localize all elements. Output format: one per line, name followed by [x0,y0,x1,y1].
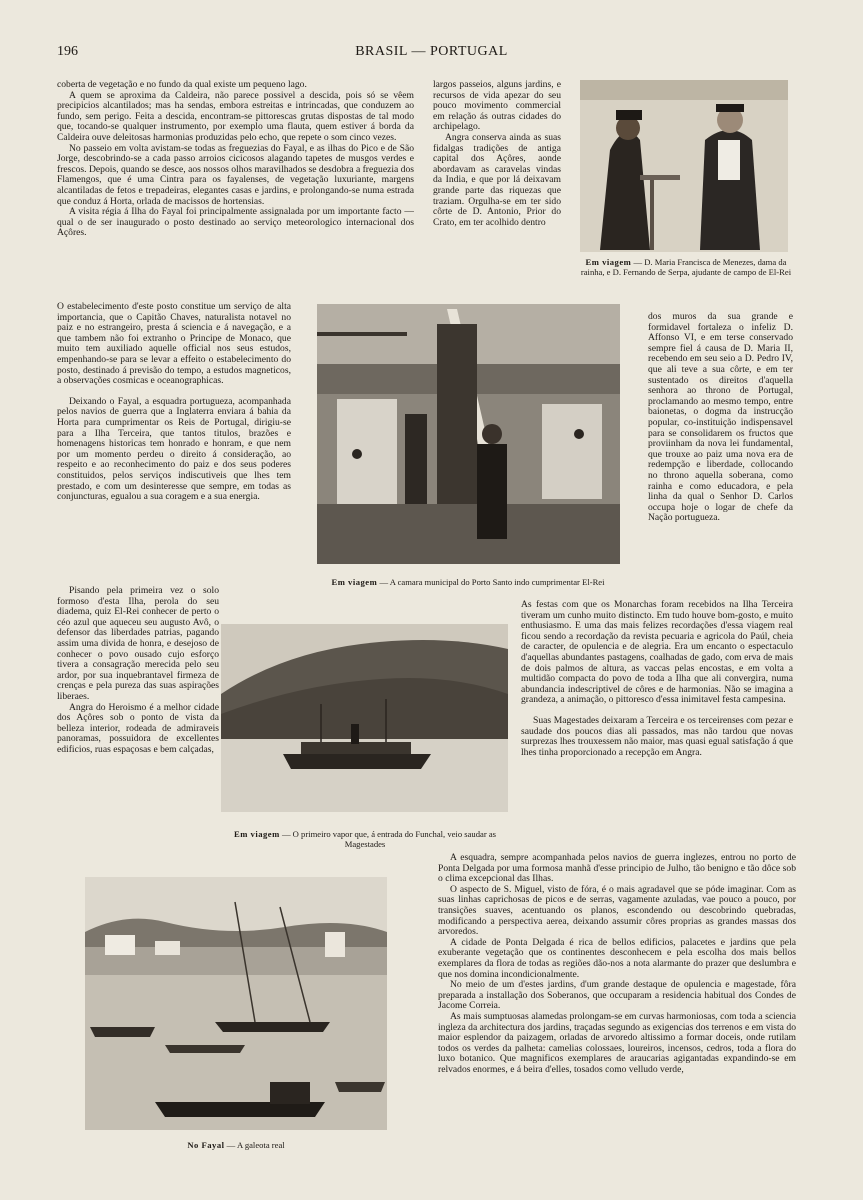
text-col-e [438,853,796,1153]
caption-lead: Em viagem [585,257,632,267]
paragraph: coberta de vegetação e no fundo da qual existe um pequeno lago. [57,80,307,90]
paragraph: A visita régia á Ilha do Fayal foi principalmente assignalada por um importante facto — qual o de ser inaugurado o posto destinado ao serviço meteorologico internacional dos Açôres. [57,206,414,239]
caption-text: — A galeota real [226,1140,285,1150]
steamer-photo [221,624,508,812]
portrait-photo-illustration [580,80,788,252]
ship-deck-photo [317,304,620,564]
page-number: 196 [57,44,78,59]
harbor-illustration [85,877,387,1130]
caption-text: — D. Maria Francisca de Menezes, dama da rainha, e D. Fernando de Serpa, ajudante de campo de El-Rei [580,257,792,277]
paragraph: As mais sumptuosas alamedas prolongam-se em curvas harmoniosas, com toda a sciencia ingleza da architectura dos jardins, traçadas segundo as exigencias dos terrenos e em vista do maior esplendor da paizagem, orladas de arvoredo altissimo a formar doceis, onde rutilam todos os verdes da palheta: camelias colossaes, loureiros, incensos, cedros, toda a flora do luxo botanico. Que magnificos exemplares de araucarias agigantadas expandindo-se em relvados enormes, e á beira d'elles, tosados como velludo verde, [438,1010,796,1075]
paragraph: As festas com que os Monarchas foram recebidos na Ilha Terceira tiveram um cunho muito distincto. Em tudo houve bom-gosto, e muito enthusiasmo. E uma das mais felizes recordações d'essa viagem real ficou sendo a recordação da revista pecuaria e agricola do Paúl, cheia de caracter, de opulencia e de alegria. Era um encanto o espectaculo d'aquellas abundantes pastagens, coalhadas de gado, com erva de mais de dois palmos de altura, as vaccas pelas encostas, e em volta a multidão compacta do povo de toda a Ilha que ali convergira, numa abundancia indescriptivel de côres e de harmonias. Não se imagina a grandeza, a animação, o pittoresco d'essa inimitavel festa campesina. [521,600,793,706]
paragraph: largos passeios, alguns jardins, e recursos de vida apezar do seu pouco movimento commercial em relação ás outras cidades do archipelago. [433,80,561,133]
paragraph: Suas Magestades deixaram a Terceira e os terceirenses com pezar e saudade dos poucos dias ali passados, mas não tardou que novas surprezas lhes trouxessem não maior, mas quasi egual satisfação á que lhes tinha proporcionado a recepção em Angra. [521,714,793,758]
paragraph: O estabelecimento d'este posto constitue um serviço de alta importancia, que o Capitão Chaves, naturalista notavel no paiz e no estrangeiro, presta á sciencia e á navegação, e a que tambem não foi extranho o Principe de Monaco, que muito tem auxiliado aquelle official nos seus estudos, empenhando-se para se levar a effeito o estabelecimento do posto, destinado á previsão do tempo, a estudos magneticos, a observações cosmicas e oceanographicas. [57,302,291,387]
paragraph: Deixando o Fayal, a esquadra portugueza, acompanhada pelos navios de guerra que a Inglaterra enviara á bahia da Horta para cumprimentar os Reis de Portugal, dirigiu-se para a Ilha Terceira, que tantos titulos, brazões e homenagens historicas tem honrado e honram, e que nem por um momento perdeu o direito á consideração, ao respeito e ao reconhecimento do paiz e dos seus poderes constituidos, pelos serviços indiscutiveis que lhes tem prestado, e com um desinteresse que sempre, em todas as conjuncturas, egualou a sua coragem e a sua energia. [57,395,291,503]
paragraph: A cidade de Ponta Delgada é rica de bellos edificios, palacetes e jardins que pela exuberante vegetação que os continentes desconhecem e pela escolha dos mais bellos exemplares da flora de todas as regiões dão-nos a nota alarmante do prazer que deslumbra e que nos domina incondicionalmente. [438,936,796,980]
text-col-a [57,80,414,312]
portrait-caption [575,257,797,277]
paragraph: A esquadra, sempre acompanhada pelos navios de guerra inglezes, entrou no porto de Ponta Delgada por uma formosa manhã d'esse principio de Julho, tão benigno e tão dôce sob o clima excepcional das Ilhas. [438,853,796,885]
steamer-illustration [221,624,508,812]
text-col-c [648,312,793,608]
caption-text: — A camara municipal do Porto Santo indo cumprimentar El-Rei [379,577,605,587]
paragraph: No passeio em volta avistam-se todas as freguezias do Fayal, e as ilhas do Pico e de São Jorge, descobrindo-se a cada passo arroios cicicosos alagando tapetes de musgos verdes e frescos. Depois, quando se desce, aos nossos olhos maravilhados se desdobra a freguezia dos Flamengos, que é uma Cintra para os fayalenses, de vegetação luxuriante, margens alcantiladas de fetos e trepadeiras, elegantes casas e jardins, e prolongando-se numa estrada que conduz á Horta, orlada de macissos de hortensias. [57,142,414,207]
caption-text: — O primeiro vapor que, á entrada do Funchal, veio saudar as Magestades [281,829,496,849]
harbor-photo [85,877,387,1130]
paragraph: O aspecto de S. Miguel, visto de fóra, é o mais agradavel que se póde imaginar. Com as suas linhas caprichosas de picos e de serras, vagamente azuladas, vae pouco a pouco, por transições suaves, acentuando os planos, escondendo ou descobrindo quebradas, modificando a perspectiva aerea, deixando assumir côres proprias as grandes massas dos arvoredos. [438,883,796,938]
paragraph: No meio de um d'estes jardins, d'um grande destaque de opulencia e magestade, fôra preparada a installação dos Soberanos, que occuparam a residencia habitual dos Condes de Jacome Correia. [438,979,796,1012]
portrait-photo [580,80,788,252]
text-col-b [433,80,561,292]
caption-lead: Em viagem [331,577,378,587]
paragraph: Angra conserva ainda as suas fidalgas tradições de antiga capital dos Açôres, aonde abordavam as caravelas vindas da India, e que por lá deixavam grande parte das riquezas que traziam. Orgulha-se em ter sido côrte de D. Antonio, Prior do Crato, em ter acolhido dentro [433,131,561,228]
harbor-caption [85,1140,387,1150]
text-col-d [521,600,793,854]
ship-deck-caption [320,577,616,587]
caption-lead: Em viagem [233,829,280,839]
steamer-caption [222,829,508,849]
paragraph: A quem se aproxima da Caldeira, não parece possivel a descida, pois só se vêem precipicios alcantilados; mas ha sendas, embora estreitas e intrincadas, que conduzem ao fundo, sem perigo. Feita a descida, encontram-se pittorescas grutas dispostas de tal modo que, tocando-se qualquer instrumento, por exemplo uma flauta, quem estiver á borda da Caldeira ouve deleitosas harmonias produzidas pelo echo, que repete o som cinco vezes. [57,89,414,143]
caption-lead: No Fayal [187,1140,225,1150]
text-col-a2 [57,302,291,598]
paragraph: dos muros da sua grande e formidavel fortaleza o infeliz D. Affonso VI, e em terse conservado sempre fiel á causa de D. Maria II, recebendo em seu seio a D. Pedro IV, que ali teve a sua côrte, e em ter sustentado os direitos d'aquella senhora ao throno de Portugal, proclamando ao mesmo tempo, entre baionetas, o dogma da instrucção popular, co-instituição indispensavel para se consolidarem os fructos que proviinham da nova lei fundamental, que trouxe ao paiz uma nova era de redempção e liberdade, collocando no throno aquella soberana, como rainha e como educadora, e pela linha da qual o Senhor D. Carlos occupa hoje o logar de chefe da Nação portugueza. [648,312,793,524]
paragraph: Angra do Heroismo é a melhor cidade dos Açôres sob o ponto de vista da belleza interior, rodeada de admiraveis panoramas, possuidora de excellentes edificios, ruas espaçosas e bem calçadas, [57,701,219,755]
text-col-a3 [57,586,219,856]
ship-deck-illustration [317,304,620,564]
running-header: BRASIL — PORTUGAL [355,44,508,59]
paragraph: Pisando pela primeira vez o solo formoso d'esta Ilha, perola do seu diadema, quiz El-Rei conhecer de perto o céo azul que aqueceu seu augusto Avô, o defensor das liberdades patrias, pagando assim uma divida de honra, e desejoso de conhecer o povo ousado cujo esforço tivera a consagração merecida pelo seu ardor, por sua inquebrantavel firmeza de crenças e pela pureza das suas aspirações liberaes. [57,586,219,702]
